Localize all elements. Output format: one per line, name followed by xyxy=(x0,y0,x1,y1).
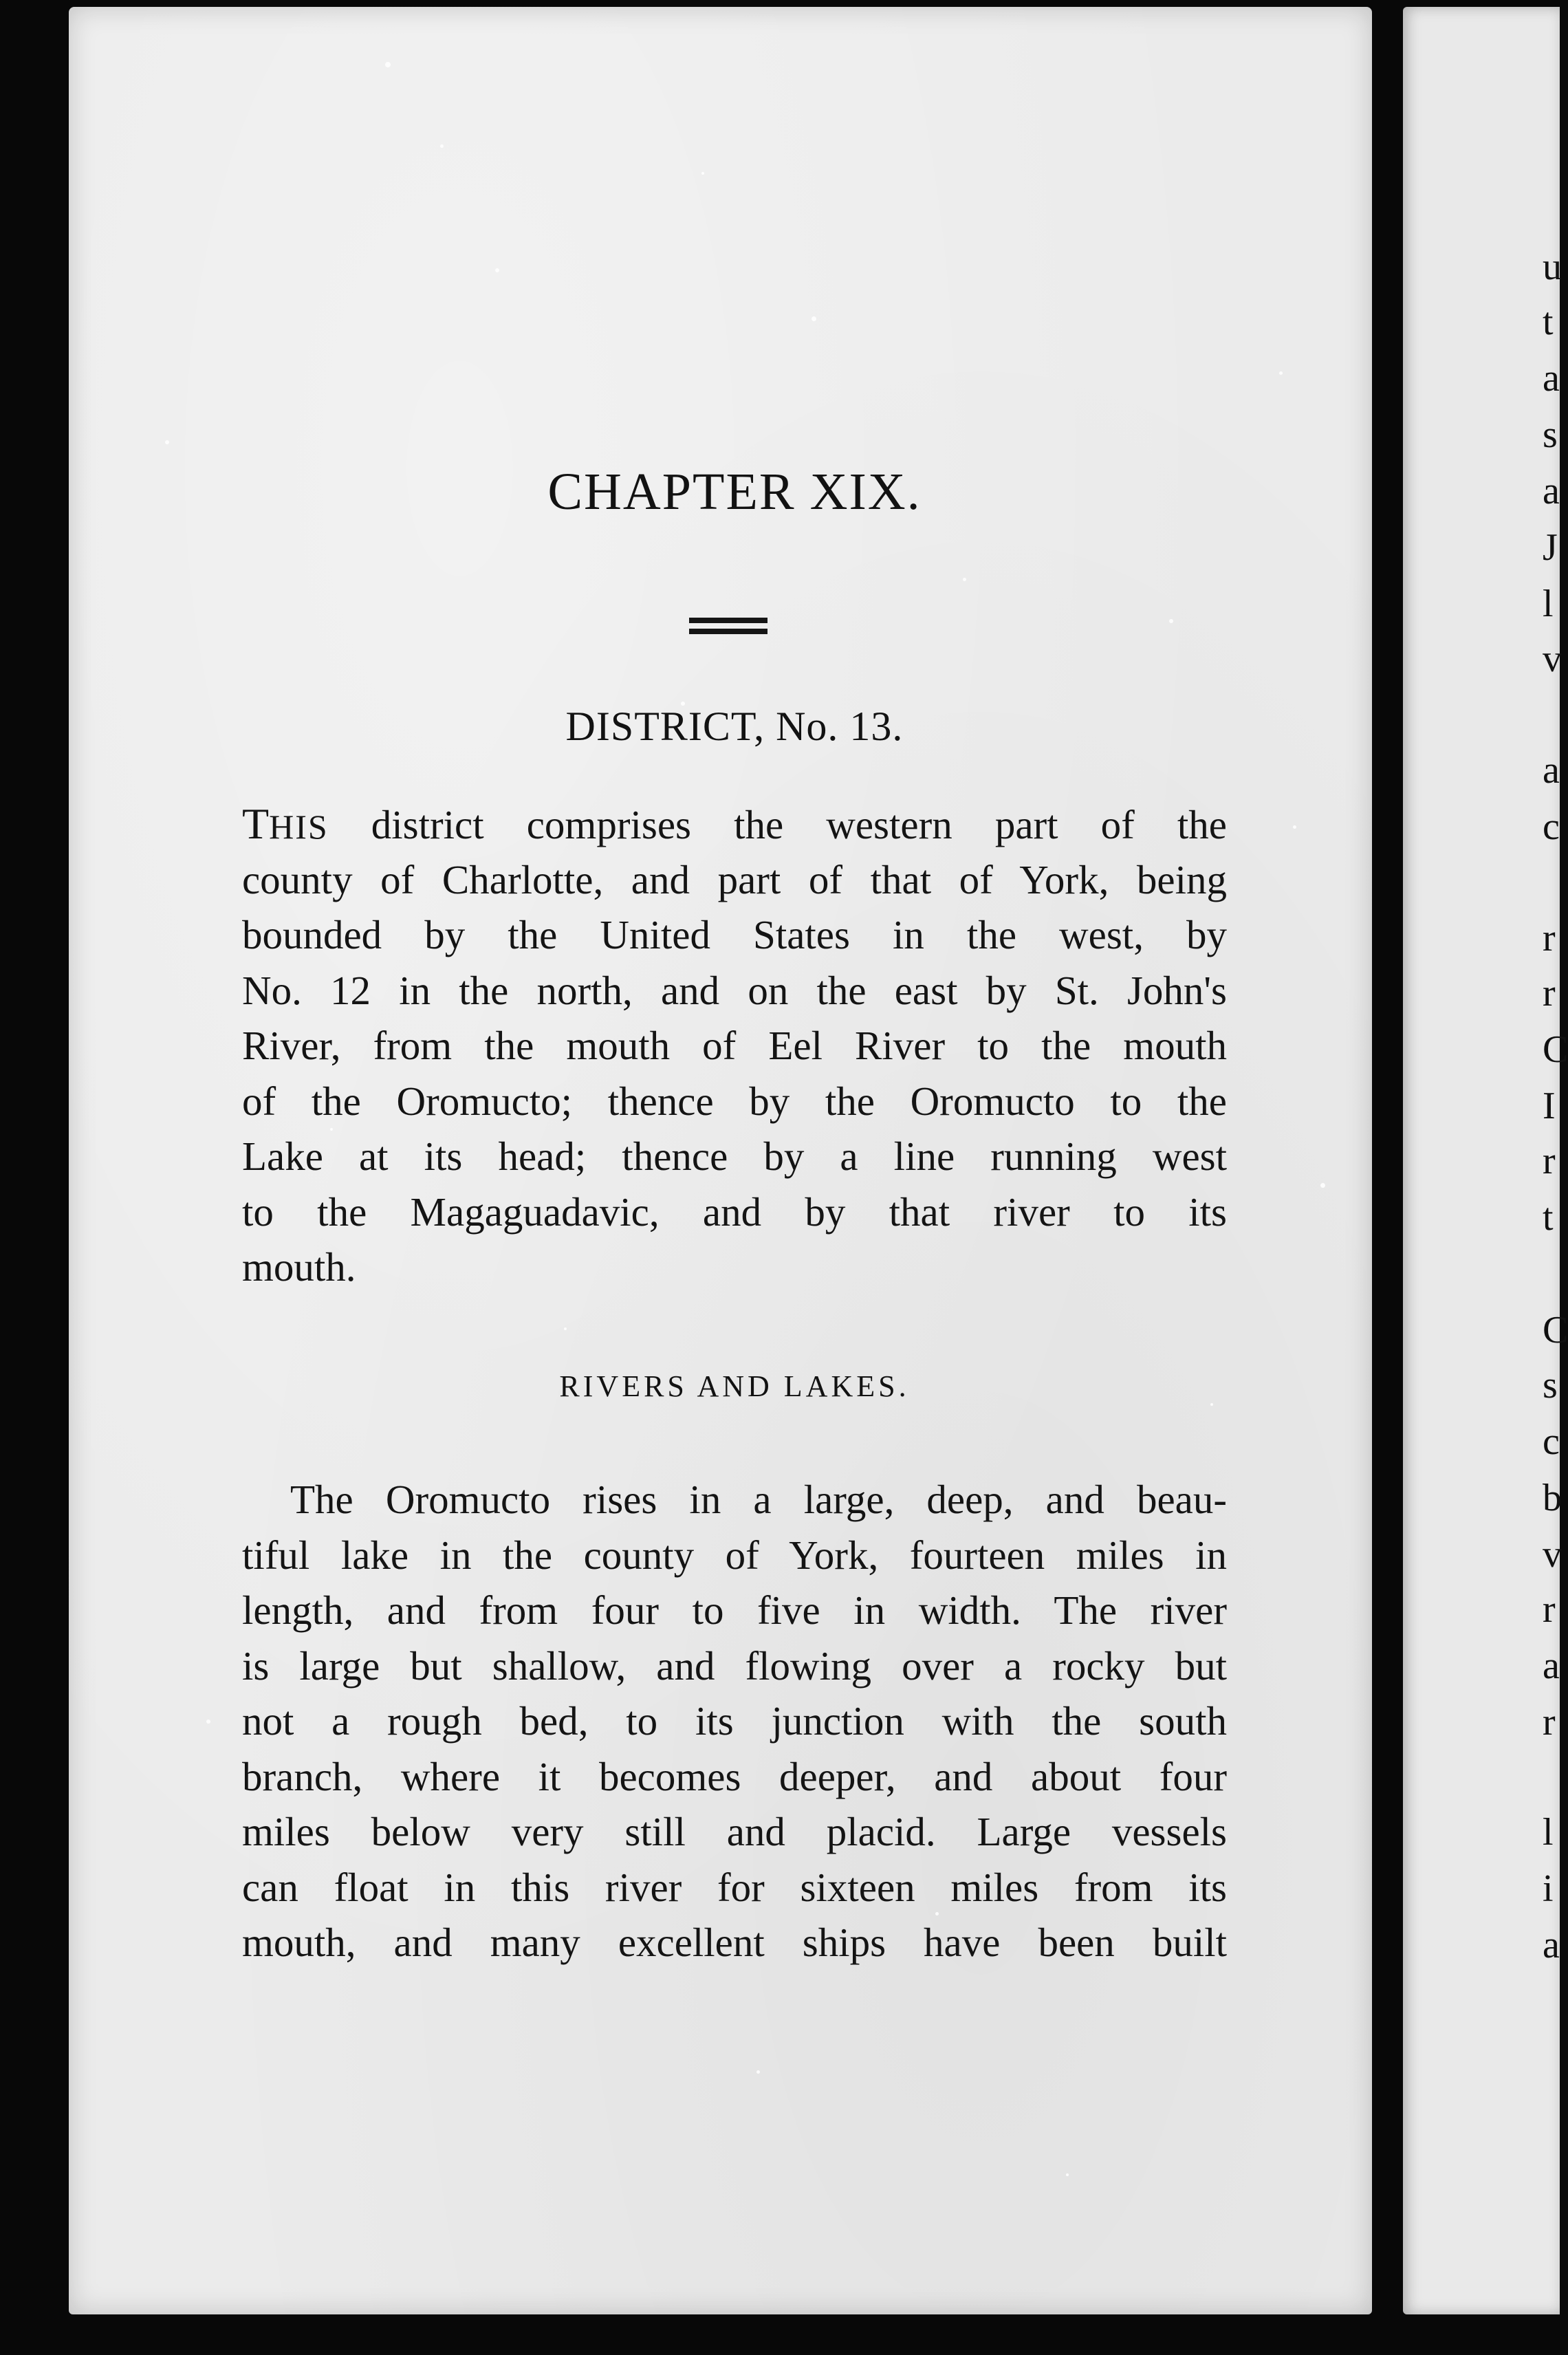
rivers-line: can float in this river for sixteen miles from its xyxy=(242,1864,1227,1910)
intro-line: county of Charlotte, and part of that of York, being xyxy=(242,856,1227,902)
facing-page-letter: C xyxy=(1543,1028,1568,1071)
paper-speck xyxy=(1066,2173,1069,2176)
facing-page-letter: r xyxy=(1543,1140,1556,1182)
paper-speck xyxy=(1293,825,1296,829)
intro-line: bounded by the United States in the west, by xyxy=(242,912,1227,957)
facing-page-letter: s xyxy=(1543,413,1558,456)
facing-page-letter: r xyxy=(1543,1588,1556,1631)
intro-line: to the Magaguadavic, and by that river to its xyxy=(242,1189,1227,1235)
intro-line: mouth. xyxy=(242,1244,356,1290)
intro-line: River, from the mouth of Eel River to the mouth xyxy=(242,1023,1227,1068)
facing-page-letter: a xyxy=(1543,470,1560,512)
title-rule-bottom xyxy=(689,629,767,634)
paper-speck xyxy=(812,316,816,321)
facing-page-letter: r xyxy=(1543,972,1556,1014)
facing-page-letter: v xyxy=(1543,1533,1562,1576)
facing-page-letter: C xyxy=(1543,1309,1568,1352)
rivers-line: branch, where it becomes deeper, and about four xyxy=(242,1753,1227,1799)
rivers-line: The Oromucto rises in a large, deep, and beau- xyxy=(290,1477,1227,1522)
facing-page-letter: a xyxy=(1543,749,1560,792)
facing-page-letter: J xyxy=(1543,526,1558,569)
facing-page-letter: a xyxy=(1543,1645,1560,1687)
paper-speck xyxy=(385,62,391,67)
title-rule-top xyxy=(689,618,767,623)
facing-page-letter: u xyxy=(1543,246,1562,288)
facing-page-letter: c xyxy=(1543,1420,1560,1463)
rivers-line: not a rough bed, to its junction with the south xyxy=(242,1698,1227,1744)
rivers-line: is large but shallow, and flowing over a rocky but xyxy=(242,1642,1227,1689)
intro-line: Lake at its head; thence by a line running west xyxy=(242,1133,1227,1179)
facing-page-letter: b xyxy=(1543,1477,1562,1519)
facing-page-letter: r xyxy=(1543,917,1556,959)
rivers-line: length, and from four to five in width. The river xyxy=(242,1587,1227,1633)
facing-page-letter: i xyxy=(1543,1867,1554,1910)
paper-speck xyxy=(756,2070,760,2074)
paper-speck xyxy=(1320,1183,1325,1188)
rivers-line: mouth, and many excellent ships have been built xyxy=(242,1920,1227,1965)
rivers-paragraph xyxy=(242,1472,1227,1971)
intro-line-1 xyxy=(242,796,1227,852)
paper-speck xyxy=(1279,371,1283,375)
intro-line-1-rest: district comprises the western part of the xyxy=(328,802,1227,847)
paper-speck xyxy=(440,144,444,148)
facing-page-letter: v xyxy=(1543,638,1562,680)
facing-page-letter: r xyxy=(1543,1701,1556,1744)
first-word-rest: HIS xyxy=(269,807,329,846)
rivers-line: tiful lake in the county of York, fourteen miles in xyxy=(242,1532,1227,1578)
facing-page-letter: s xyxy=(1543,1364,1558,1407)
facing-page-letter: a xyxy=(1543,357,1560,400)
intro-line: of the Oromucto; thence by the Oromucto to the xyxy=(242,1078,1227,1124)
paper-speck xyxy=(495,268,499,272)
paper-speck xyxy=(206,1719,210,1724)
section-heading: RIVERS AND LAKES. xyxy=(559,1369,910,1403)
chapter-title: CHAPTER XIX. xyxy=(547,463,922,521)
facing-page-letter: t xyxy=(1543,301,1554,343)
intro-line: No. 12 in the north, and on the east by St. John's xyxy=(242,967,1227,1013)
paper-speck xyxy=(701,172,704,175)
facing-page-letter: l xyxy=(1543,1811,1554,1854)
facing-page-letter: l xyxy=(1543,583,1554,625)
facing-page xyxy=(1403,7,1560,2314)
paper-speck xyxy=(564,1327,567,1330)
paper-speck xyxy=(165,440,169,444)
facing-page-letter: a xyxy=(1543,1924,1560,1966)
drop-initial: T xyxy=(242,799,270,848)
intro-paragraph xyxy=(242,796,1227,1295)
facing-page-letter: c xyxy=(1543,805,1560,848)
paper-speck xyxy=(1169,619,1173,623)
rivers-line: miles below very still and placid. Large vessels xyxy=(242,1809,1227,1854)
paper-speck xyxy=(963,578,966,581)
district-title: DISTRICT, No. 13. xyxy=(565,704,904,749)
facing-page-letter: I xyxy=(1543,1085,1556,1127)
facing-page-letter: t xyxy=(1543,1196,1554,1239)
